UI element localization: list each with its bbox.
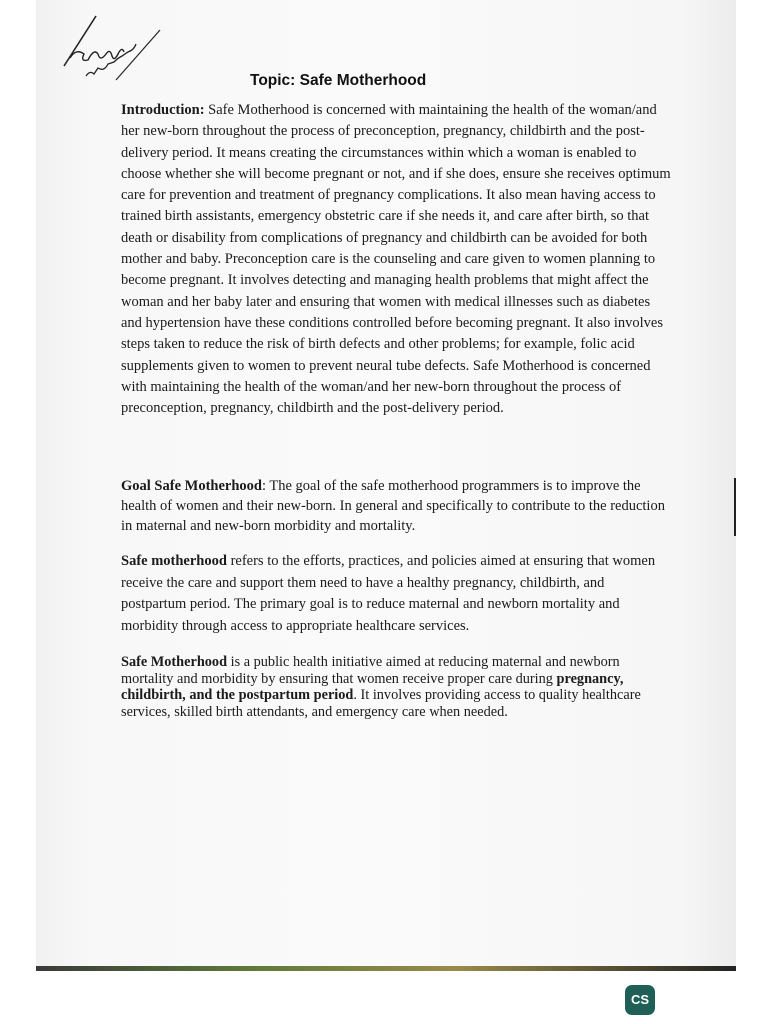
paragraph-body: : The goal of the safe motherhood programmers is to improve the health of women and their new-born. In general and specifically to contribute to the reduction in maternal and new-born morbidity and mortality. <box>121 478 665 534</box>
paragraph-lead: Safe Motherhood <box>121 654 228 670</box>
paragraph-lead: Safe motherhood <box>121 553 227 569</box>
camscanner-logo-icon: CS <box>625 985 655 1015</box>
scan-edge-mark <box>734 478 736 536</box>
page-bottom-edge <box>36 966 736 971</box>
paragraph-goal <box>121 476 671 536</box>
page-title: Topic: Safe Motherhood <box>250 72 427 89</box>
paragraph-body: is a public health initiative aimed at reducing maternal and newborn mortality and morbidity by ensuring that women receive proper care during <box>121 654 620 687</box>
paragraph-lead: Introduction: <box>121 102 205 118</box>
paragraph-definition <box>121 551 671 637</box>
paragraph-body: refers to the efforts, practices, and policies aimed at ensuring that women receive the care and support them need to have a healthy pregnancy, childbirth, and postpartum period. The primary goal is to reduce maternal and newborn mortality and morbidity through access to appropriate healthcare services. <box>121 553 656 634</box>
paragraph-initiative <box>121 654 671 720</box>
handwritten-signature <box>56 6 176 86</box>
paragraph-body: Safe Motherhood is concerned with maintaining the health of the woman/and her new-born throughout the process of preconception, pregnancy, childbirth and the post-delivery period. It means creating the circumstances within which a woman is enabled to choose whether she will become pregnant or not, and if she does, ensure she receives optimum care for prevention and treatment of pregnancy complications. It also mean having access to trained birth assistants, emergency obstetric care if she needs it, and care after birth, so that death or disability from complications of pregnancy and childbirth can be avoided for both mother and baby. Preconception care is the counseling and care given to women planning to become pregnant. It involves detecting and managing health problems that might affect the woman and her baby later and ensuring that women with medical illnesses such as diabetes and hypertension have these conditions controlled before becoming pregnant. It also involves steps taken to reduce the risk of birth defects and other problems; for example, folic acid supplements given to women to prevent neural tube defects. Safe Motherhood is concerned with maintaining the health of the woman/and her new-born throughout the process of preconception, pregnancy, childbirth and the post-delivery period. <box>121 102 671 417</box>
paragraph-introduction <box>121 100 671 419</box>
paragraph-body: . It involves providing access to quality healthcare services, skilled birth attendants, and emergency care when needed. <box>121 687 641 720</box>
paragraph-lead: Goal Safe Motherhood <box>121 478 262 494</box>
paragraph-emphasis: pregnancy, childbirth, and the postpartum period <box>121 670 624 703</box>
